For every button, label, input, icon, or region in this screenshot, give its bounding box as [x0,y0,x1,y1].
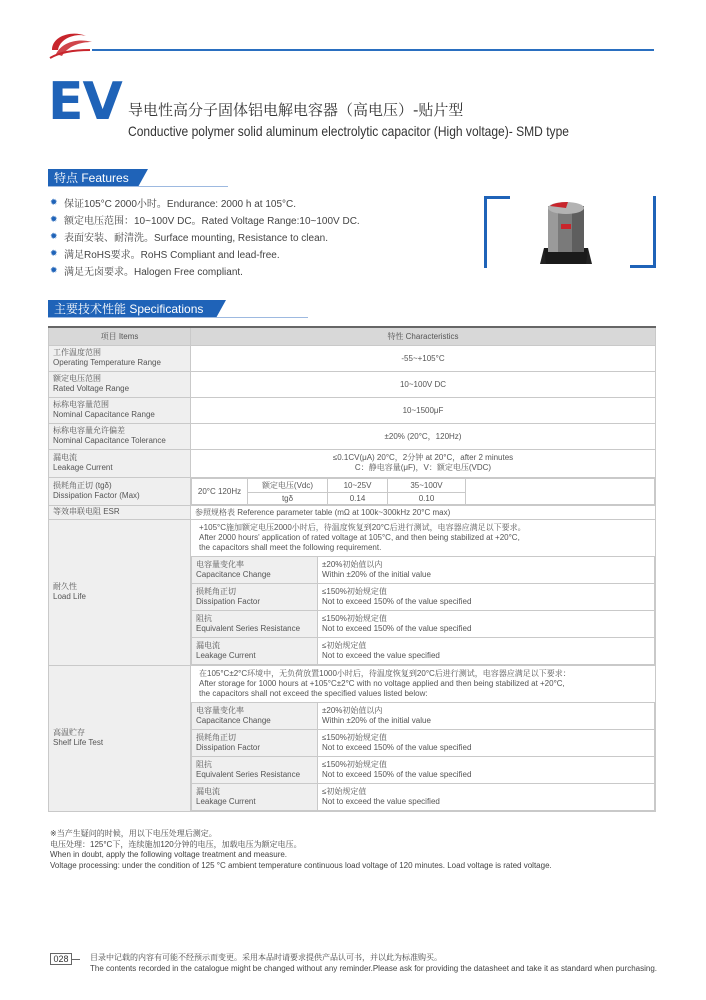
row-label: 耐久性 Load Life [49,519,191,665]
row-label: 额定电压范围 Rated Voltage Range [49,371,191,397]
row-label: 损耗角正切 (tgδ) Dissipation Factor (Max) [49,477,191,505]
row-label: 工作温度范围 Operating Temperature Range [49,345,191,371]
table-row [49,477,656,505]
shelf-life-cell [191,665,656,811]
table-row [49,449,656,477]
page-number: 028 [50,953,72,965]
load-life-subtable: 电容量变化率 Capacitance Change ±20%初始值以内 Within ±20% of the initial value 损耗角正切 Dissipation Factor ≤150%初始规定值 Not to exceed 150% of the value specified 阻抗 Equivalent Series Resistance ≤150%初始规定值 Not to exceed 150% of the value specified 漏电流 Leakage Current ≤初始规定值 Not to exceed the value specified [191,556,655,665]
features-list [50,194,450,279]
photo-frame-left [484,196,510,268]
table-row [49,665,656,811]
shelf-life-note: 在105°C±2°C环境中，无负荷放置1000小时后，待温度恢复到20°C后进行测试，电容器应满足以下要求： After storage for 1000 hours at +105°C±2°C with no voltage applied and then being stabilized at +20°C, the capacitors shall not exceed the specified values listed below: [199,668,571,698]
photo-frame-right [630,196,656,268]
row-value: 10~100V DC [191,371,656,397]
load-life-cell [191,519,656,665]
df-value-cell [191,477,656,505]
company-logo [46,28,94,62]
df-condition: 20°C 120Hz [192,478,248,504]
gear-bullet-icon: ✹ [50,214,58,224]
specs-heading: 主要技术性能 Specifications [48,300,216,318]
df-blank [466,478,655,504]
row-label: 等效串联电阻 ESR [49,505,191,519]
table-header-row [49,327,656,345]
load-life-note: +105°C施加额定电压2000小时后，待温度恢复到20°C后进行测试，电容器应满足以下要求。 After 2000 hours' application of rated voltage at 105°C, and then being stabilized at +20°C, the capacitors shall meet the following requirement. [199,522,526,552]
footer-rule [72,959,80,960]
df-voltage-1: 10~25V [328,478,388,492]
row-label: 标称电容量允许偏差 Nominal Capacitance Tolerance [49,423,191,449]
shelf-life-subtable: 电容量变化率 Capacitance Change ±20%初始值以内 Within ±20% of the initial value 损耗角正切 Dissipation Factor ≤150%初始规定值 Not to exceed 150% of the value specified 阻抗 Equivalent Series Resistance ≤150%初始规定值 Not to exceed 150% of the value specified 漏电流 Leakage Current ≤初始规定值 Not to exceed the value specified [191,702,655,811]
features-heading: 特点 Features [48,169,138,187]
col-items: 项目 Items [49,327,191,345]
table-row [49,519,656,665]
row-label: 标称电容量范围 Nominal Capacitance Range [49,397,191,423]
product-title-cn: 导电性高分子固体铝电解电容器（高电压）-贴片型 [128,101,464,119]
gear-bullet-icon: ✹ [50,248,58,258]
col-characteristics: 特性 Characteristics [191,327,656,345]
row-label: 漏电流 Leakage Current [49,449,191,477]
gear-bullet-icon: ✹ [50,231,58,241]
footnotes: ※当产生疑问的时候，用以下电压处理后测定。 电压处理：125°C下，连续施加120分钟的电压，加载电压为额定电压。 When in doubt, apply the following voltage treatment and measure. Voltage processing: under the condition of 125 °C ambient temperature continuous load voltage of 120 minutes. Load voltage is rated voltage. [50,829,552,870]
feature-item: ✹ 表面安装、耐清洗。Surface mounting, Resistance to clean. [50,231,328,244]
specs-underline [48,317,308,318]
row-value: ≤0.1CV(μA) 20°C，2分钟 at 20°C，after 2 minutes C：静电容量(μF)，V：额定电压(VDC) [191,449,656,477]
df-rated-label: 额定电压(Vdc) [248,478,328,492]
capacitor-photo [538,198,594,268]
table-row [49,505,656,519]
row-value: ±20% (20°C，120Hz) [191,423,656,449]
gear-bullet-icon: ✹ [50,265,58,275]
series-code: EV [48,72,122,132]
df-tg-2: 0.10 [388,492,466,504]
table-row [49,423,656,449]
feature-item: ✹ 满足RoHS要求。RoHS Compliant and lead-free. [50,248,280,261]
feature-item: ✹ 满足无卤要求。Halogen Free compliant. [50,265,243,278]
row-label: 高温贮存 Shelf Life Test [49,665,191,811]
feature-item: ✹ 保证105°C 2000小时。Endurance: 2000 h at 105°C. [50,197,297,210]
row-value: -55~+105°C [191,345,656,371]
table-row [49,397,656,423]
footer-disclaimer: 目录中记载的内容有可能不经预示而变更。采用本品时请要求提供产品认可书，并以此为标准购买。 The contents recorded in the catalogue might be changed without any reminder.Please ask for providing the datasheet and take it as standard when purchasing. [90,953,658,973]
row-value: 10~1500μF [191,397,656,423]
df-subtable [191,478,655,505]
df-tg-1: 0.14 [328,492,388,504]
table-row [49,371,656,397]
spec-table [48,326,656,812]
df-voltage-2: 35~100V [388,478,466,492]
product-title-en: Conductive polymer solid aluminum electrolytic capacitor (High voltage)- SMD type [128,123,569,139]
features-underline [48,186,228,187]
feature-item: ✹ 额定电压范围：10~100V DC。Rated Voltage Range:10~100V DC. [50,214,360,227]
header-rule [92,49,654,51]
table-row [49,345,656,371]
df-tg-label: tgδ [248,492,328,504]
row-value: 参照规格表 Reference parameter table (mΩ at 100k~300kHz 20°C max) [191,505,656,519]
gear-bullet-icon: ✹ [50,197,58,207]
